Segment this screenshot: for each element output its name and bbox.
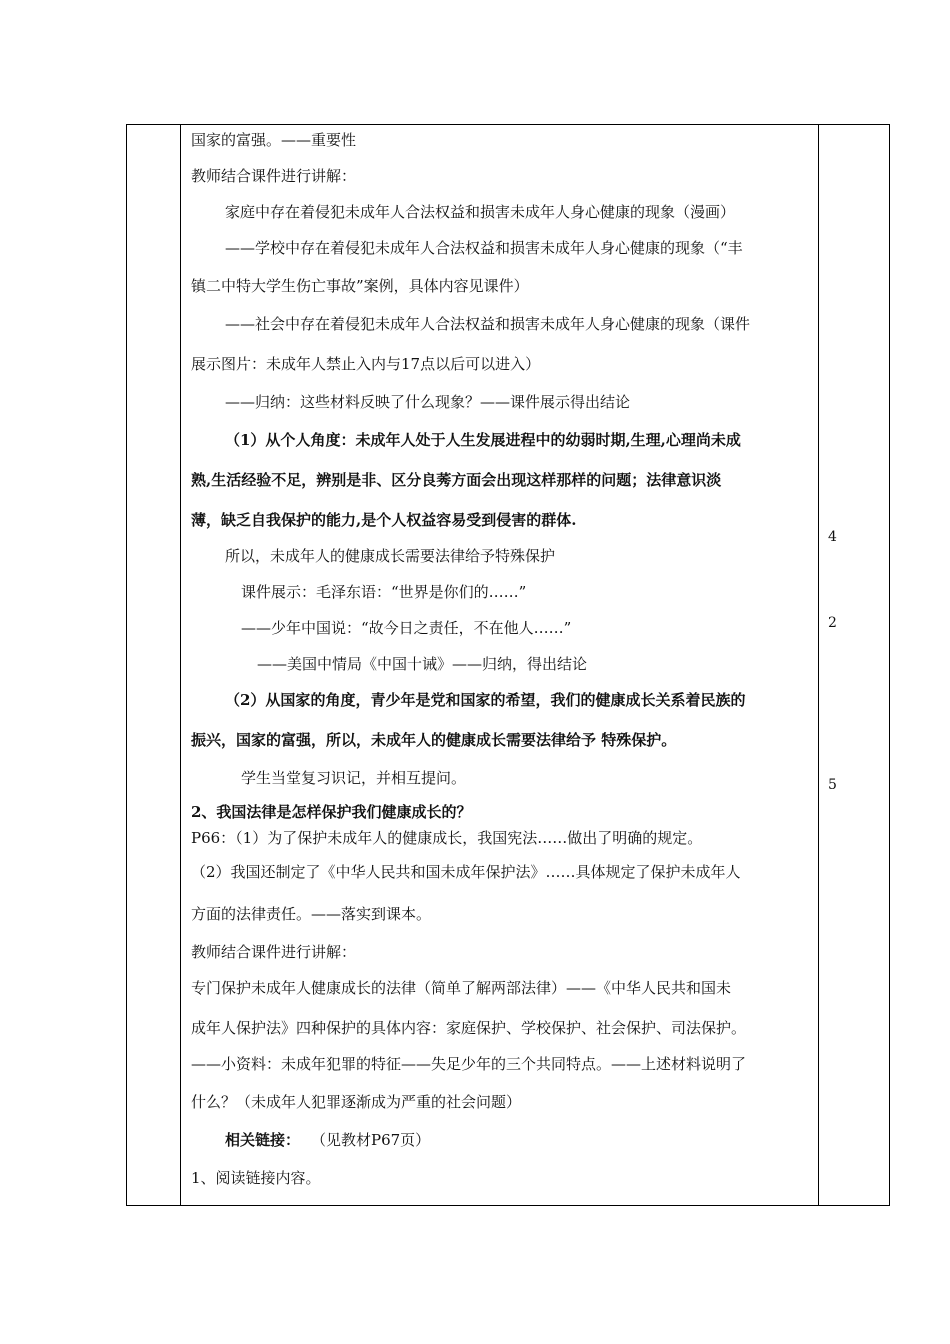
text-line: 国家的富强。——重要性 — [191, 131, 357, 149]
time-mark: 2 — [828, 615, 837, 631]
text-line: 教师结合课件进行讲解： — [191, 167, 357, 185]
text-line: （2）我国还制定了《中华人民共和国未成年保护法》……具体规定了保护未成年人 — [191, 863, 741, 881]
text-line: 成年人保护法》四种保护的具体内容：家庭保护、学校保护、社会保护、司法保护。 — [191, 1019, 747, 1037]
time-mark: 4 — [828, 529, 837, 545]
text-line: 方面的法律责任。——落实到课本。 — [191, 905, 432, 923]
section-heading: 2、我国法律是怎样保护我们健康成长的？ — [191, 803, 472, 821]
text-line: 教师结合课件进行讲解： — [191, 943, 357, 961]
text-line: （见教材P67页） — [311, 1131, 431, 1149]
text-line: ——少年中国说：“故今日之责任，不在他人……” — [241, 619, 572, 637]
related-link-label: 相关链接： — [225, 1131, 301, 1149]
text-line: 课件展示：毛泽东语：“世界是你们的……” — [241, 583, 527, 601]
text-line: 专门保护未成年人健康成长的法律（简单了解两部法律）——《中华人民共和国未 — [191, 979, 732, 997]
text-line-bold: （1）从个人角度：未成年人处于人生发展进程中的幼弱时期,生理,心理尚未成 — [225, 431, 741, 449]
text-line-bold: （2）从国家的角度，青少年是党和国家的希望，我们的健康成长关系着民族的 — [225, 691, 746, 709]
lesson-content-cell — [127, 125, 889, 1205]
time-mark: 5 — [828, 777, 837, 793]
text-line: 什么？（未成年人犯罪逐渐成为严重的社会问题） — [191, 1093, 522, 1111]
lesson-table — [126, 124, 890, 1206]
text-line: ——美国中情局《中国十诫》——归纳，得出结论 — [257, 655, 588, 673]
text-line: ——社会中存在着侵犯未成年人合法权益和损害未成年人身心健康的现象（课件 — [225, 315, 751, 333]
text-line: 所以，未成年人的健康成长需要法律给予特殊保护 — [225, 547, 556, 565]
text-line-bold: 薄，缺乏自我保护的能力,是个人权益容易受到侵害的群体. — [191, 511, 577, 529]
text-line: 镇二中特大学生伤亡事故”案例，具体内容见课件） — [191, 277, 529, 295]
text-line: 1、阅读链接内容。 — [191, 1169, 321, 1187]
text-line: ——小资料：未成年犯罪的特征——失足少年的三个共同特点。——上述材料说明了 — [191, 1055, 747, 1073]
text-line-bold: 振兴，国家的富强，所以，未成年人的健康成长需要法律给予 特殊保护。 — [191, 731, 677, 749]
text-line: 家庭中存在着侵犯未成年人合法权益和损害未成年人身心健康的现象（漫画） — [225, 203, 736, 221]
text-line-bold: 熟,生活经验不足，辨别是非、区分良莠方面会出现这样那样的问题；法律意识淡 — [191, 471, 722, 489]
text-line: ——归纳：这些材料反映了什么现象？——课件展示得出结论 — [225, 393, 631, 411]
text-line: 学生当堂复习识记，并相互提问。 — [241, 769, 467, 787]
text-line: P66：（1）为了保护未成年人的健康成长，我国宪法……做出了明确的规定。 — [191, 829, 703, 847]
text-line: 展示图片：未成年人禁止入内与17点以后可以进入） — [191, 355, 541, 373]
text-line: ——学校中存在着侵犯未成年人合法权益和损害未成年人身心健康的现象（“丰 — [225, 239, 743, 257]
